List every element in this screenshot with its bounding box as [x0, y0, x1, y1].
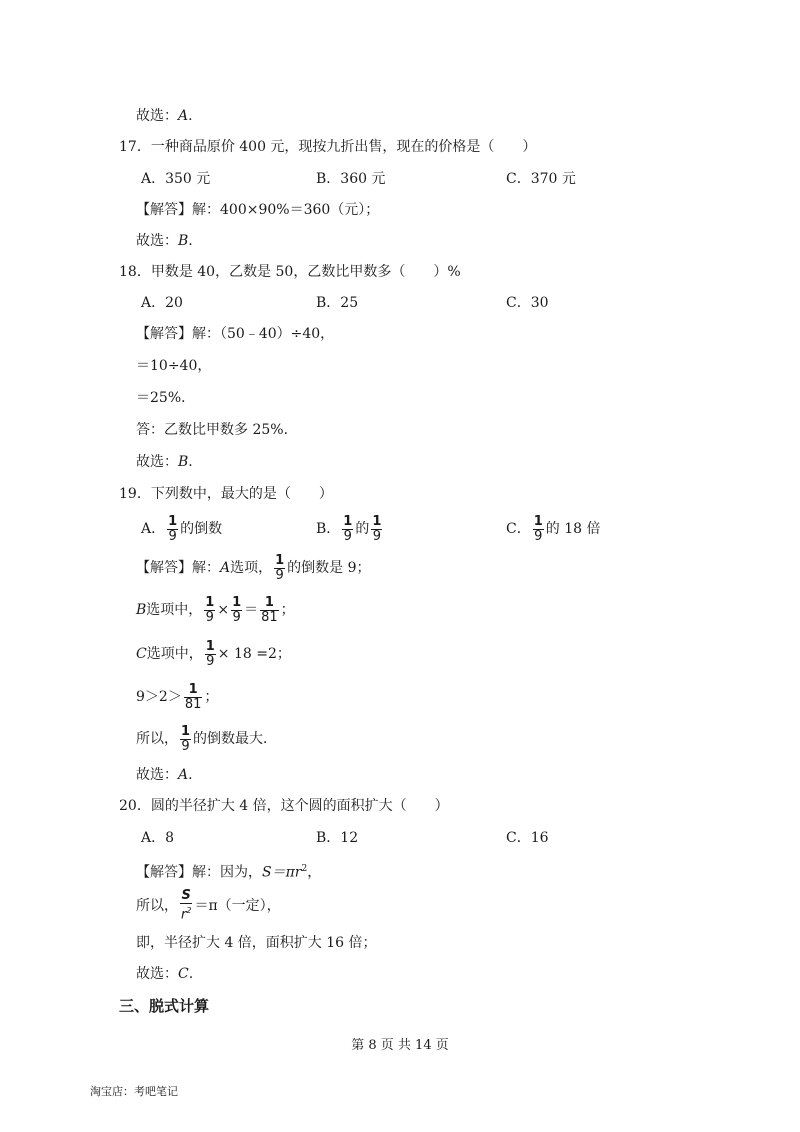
q17-choose: 故选：B. — [136, 233, 193, 249]
fraction: $\frac{S}{r^2}$ — [181, 888, 192, 923]
q19-solution-3: C选项中， $\frac{1}{9}$ × 18 =2； — [136, 638, 291, 669]
q20-choose: 故选：C. — [136, 966, 194, 982]
shop-label: 淘宝店：考吧笔记 — [90, 1085, 178, 1098]
q19-solution-1: 【解答】解：A选项， $\frac{1}{9}$ 的倒数是 9； — [136, 552, 371, 583]
q19-choose: 故选：A. — [136, 767, 193, 783]
q20-solution-1: 【解答】解：因为，$S=\pi r^2$， — [136, 864, 322, 881]
section-heading: 三、脱式计算 — [119, 997, 210, 1015]
q18-solution-3: ＝25%． — [136, 390, 196, 406]
q17-option-b: B．360 元 — [316, 171, 386, 187]
q18-answer-text: 答：乙数比甲数多 25%． — [136, 422, 298, 438]
q18-option-c: C．30 — [506, 295, 549, 311]
q19-solution-4: 9＞2＞ $\frac{1}{81}$ ； — [136, 681, 219, 712]
q19-solution-5: 所以， $\frac{1}{9}$ 的倒数最大． — [136, 723, 278, 754]
fraction: $\frac{1}{9}$ — [168, 513, 178, 544]
q20-option-c: C．16 — [506, 830, 549, 846]
fraction: $\frac{1}{81}$ — [261, 594, 278, 625]
q16-choose: 故选：A. — [136, 108, 193, 124]
q17-option-c: C．370 元 — [506, 171, 576, 187]
fraction: $\frac{1}{9}$ — [343, 513, 353, 544]
fraction: $\frac{1}{9}$ — [372, 513, 382, 544]
fraction: $\frac{1}{9}$ — [205, 638, 215, 669]
q17-solution: 【解答】解：400×90%＝360（元）； — [136, 202, 380, 218]
fraction: $\frac{1}{81}$ — [184, 681, 202, 712]
q17-option-a: A．350 元 — [141, 171, 211, 187]
q18-solution-2: ＝10÷40， — [136, 358, 212, 374]
q19-stem: 19．下列数中，最大的是（ ） — [119, 486, 333, 502]
q20-option-a: A．8 — [141, 830, 175, 846]
fraction: $\frac{1}{9}$ — [533, 513, 543, 544]
q17-stem: 17．一种商品原价 400 元，现按九折出售，现在的价格是（ ） — [119, 139, 537, 155]
fraction: $\frac{1}{9}$ — [275, 552, 285, 583]
q20-solution-3: 即，半径扩大 4 倍，面积扩大 16 倍； — [136, 935, 377, 951]
q18-option-a: A．20 — [141, 295, 183, 311]
q19-option-c: C． $\frac{1}{9}$ 的 18 倍 — [506, 513, 601, 544]
q19-option-a: A． $\frac{1}{9}$ 的倒数 — [141, 513, 223, 544]
q18-solution-1: 【解答】解：（50﹣40）÷40， — [136, 326, 335, 342]
q20-stem: 20．圆的半径扩大 4 倍，这个圆的面积扩大（ ） — [119, 798, 449, 814]
q18-stem: 18．甲数是 40，乙数是 50，乙数比甲数多（ ）% — [119, 264, 461, 280]
fraction: $\frac{1}{9}$ — [181, 723, 191, 754]
page-footer: 第 8 页 共 14 页 — [351, 1038, 449, 1053]
fraction: $\frac{1}{9}$ — [205, 594, 215, 625]
q19-option-b: B． $\frac{1}{9}$ 的 $\frac{1}{9}$ — [316, 513, 382, 544]
q20-solution-2: 所以， $\frac{S}{r^2}$ ＝π（一定）， — [136, 888, 281, 923]
q20-option-b: B．12 — [316, 830, 359, 846]
q19-solution-2: B选项中， $\frac{1}{9}$ × $\frac{1}{9}$ ＝ $\frac{1}{81}$ ； — [136, 594, 295, 625]
q18-option-b: B．25 — [316, 295, 359, 311]
q18-choose: 故选：B. — [136, 454, 193, 470]
fraction: $\frac{1}{9}$ — [232, 594, 242, 625]
